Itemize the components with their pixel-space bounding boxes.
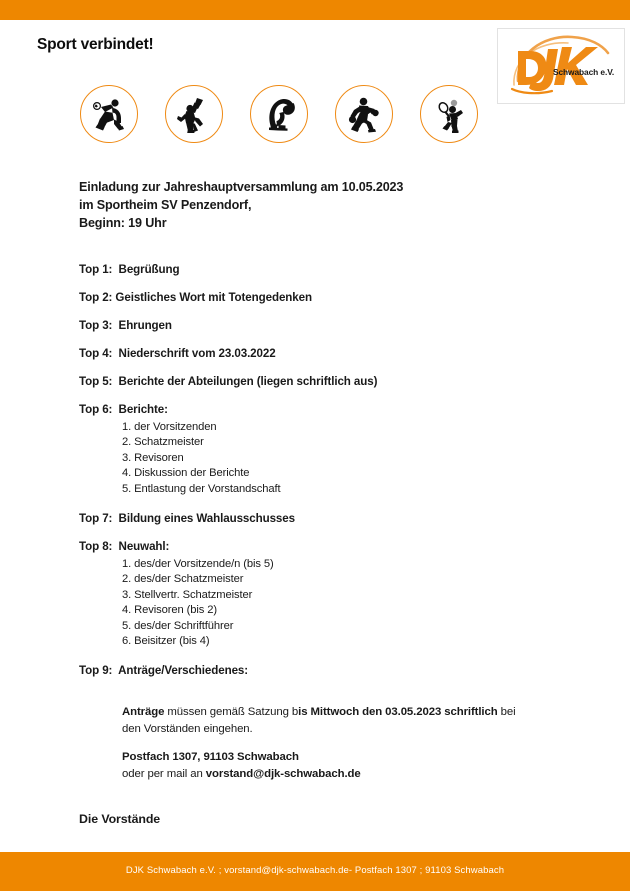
table-tennis-player-icon <box>335 85 393 143</box>
agenda-item-top6: Top 6: Berichte: <box>79 403 168 416</box>
invitation-headline-line3: Beginn: 19 Uhr <box>79 216 167 230</box>
motion-deadline-notice <box>122 704 522 737</box>
invitation-headline-line2: im Sportheim SV Penzendorf, <box>79 198 252 212</box>
email-line <box>122 766 522 783</box>
page-title: Sport verbindet! <box>37 36 154 53</box>
notice-deadline: is Mittwoch den 03.05.2023 schriftlich <box>298 706 498 718</box>
agenda-sublist-top8 <box>79 557 559 649</box>
notice-text-1: müssen gemäß Satzung b <box>164 706 299 718</box>
gymnast-handstand-icon <box>250 85 308 143</box>
list-item: 6. Beisitzer (bis 4) <box>122 635 210 648</box>
contact-block <box>122 749 522 782</box>
agenda-item-top7: Top 7: Bildung eines Wahlausschusses <box>79 512 295 526</box>
list-item: 5. des/der Schriftführer <box>122 619 234 632</box>
agenda-item-top2: Top 2: Geistliches Wort mit Totengedenken <box>79 291 312 304</box>
list-item: 4. Revisoren (bis 2) <box>122 604 217 617</box>
list-item: 1. der Vorsitzenden <box>122 421 217 433</box>
notice-keyword-antraege: Anträge <box>122 706 165 718</box>
soccer-player-icon <box>80 85 138 143</box>
djk-logo <box>497 28 625 104</box>
list-item: 1. des/der Vorsitzende/n (bis 5) <box>122 558 274 571</box>
agenda-item-top5: Top 5: Berichte der Abteilungen (liegen schriftlich aus) <box>79 375 378 388</box>
agenda-item-top1: Top 1: Begrüßung <box>79 263 180 276</box>
martial-arts-kick-icon <box>165 85 223 143</box>
signoff: Die Vorstände <box>79 812 161 826</box>
agenda-item-top3: Top 3: Ehrungen <box>79 319 172 332</box>
notice-text-2: bei den Vorständen eingehen. <box>122 706 516 735</box>
list-item: 3. Revisoren <box>122 451 184 464</box>
invitation-headline <box>79 178 403 232</box>
list-item: 4. Diskussion der Berichte <box>122 467 250 480</box>
badminton-player-icon <box>420 85 478 143</box>
sport-icon-row <box>80 85 484 146</box>
top-orange-bar <box>0 0 630 20</box>
agenda-item-top9: Top 9: Anträge/Verschiedenes: <box>79 664 249 678</box>
contact-email[interactable]: vorstand@djk-schwabach.de <box>205 767 361 780</box>
list-item: 5. Entlastung der Vorstandschaft <box>122 482 281 495</box>
djk-logo-subtitle: Schwabach e.V. <box>553 67 615 77</box>
agenda-list <box>79 263 559 692</box>
list-item: 2. Schatzmeister <box>122 436 204 449</box>
footer-contact-line: DJK Schwabach e.V. ; vorstand@djk-schwabach.de- Postfach 1307 ; 91103 Schwabach <box>125 865 505 876</box>
postal-address: Postfach 1307, 91103 Schwabach <box>122 751 299 763</box>
djk-logo-mark <box>498 29 624 103</box>
list-item: 3. Stellvertr. Schatzmeister <box>122 588 253 601</box>
agenda-item-top4: Top 4: Niederschrift vom 23.03.2022 <box>79 347 276 360</box>
agenda-item-top8: Top 8: Neuwahl: <box>79 540 170 554</box>
list-item: 2. des/der Schatzmeister <box>122 573 244 586</box>
agenda-sublist-top6 <box>79 420 559 497</box>
invitation-headline-line1: Einladung zur Jahreshauptversammlung am 10.05.2023 <box>79 180 404 194</box>
email-line-prefix: oder per mail an <box>122 767 206 780</box>
